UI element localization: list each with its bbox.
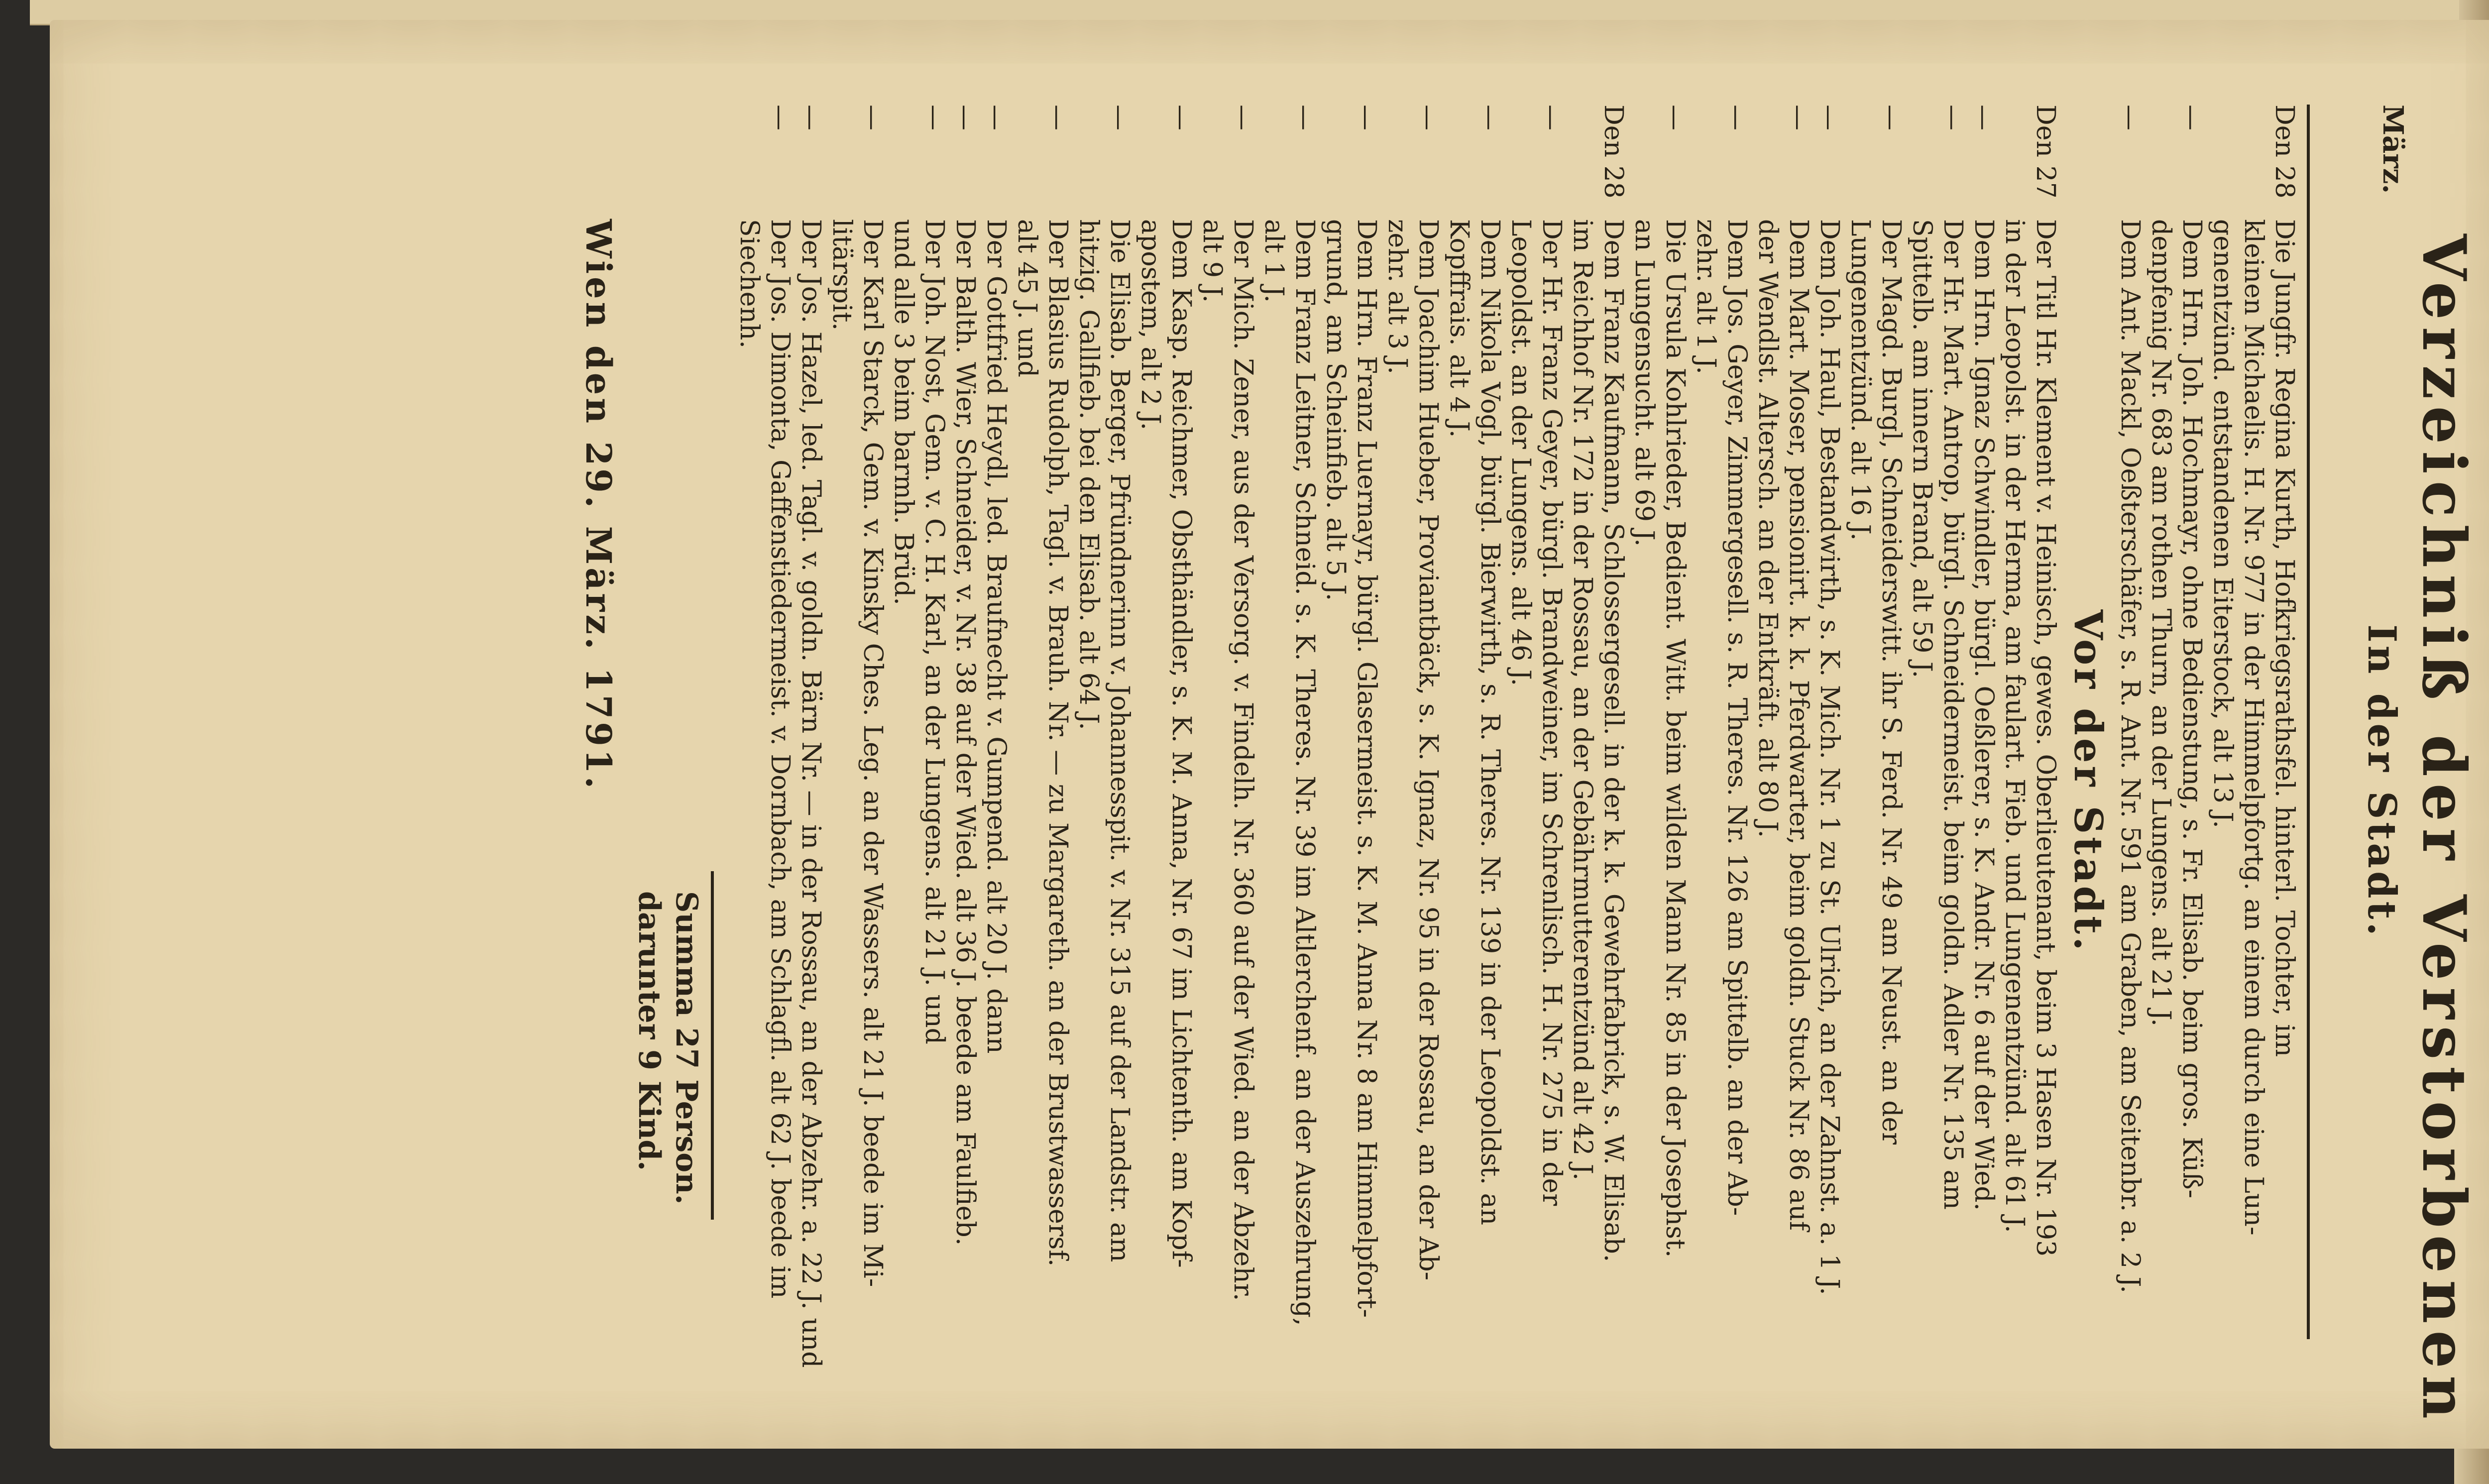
- entry-text: Der Karl Starck, Gem. v. Kinsky Ches. Leg. an der Wassers. alt 21 J. beede im Mi-: [858, 219, 888, 1287]
- entry-date: —: [2115, 105, 2145, 130]
- entry-text: Dem Nikola Vogl, bürgl. Bierwirth, s. R. Theres. Nr. 139 in der Leopoldst. an: [1475, 219, 1505, 1226]
- entry-date: —: [1722, 105, 1752, 130]
- entry-date: —: [1784, 105, 1813, 130]
- entry-text: Der Mich. Zener, aus der Versorg. v. Findelh. Nr. 360 auf der Wied. an der Abzehr.: [1228, 219, 1258, 1301]
- entry-continuation: genentzünd. entstandenen Eiterstock, alt 13 J.: [2208, 219, 2238, 828]
- entry-continuation: Spittelb. am innern Brand, alt 59 J.: [1907, 219, 1937, 679]
- list-item: [795, 105, 826, 1449]
- list-item: [1937, 105, 1968, 1449]
- entry-continuation: grund, am Scheinfieb. alt 5 J.: [1321, 219, 1351, 601]
- list-item: [1968, 105, 1999, 1449]
- summa-rule: [711, 871, 714, 1220]
- entry-date: —: [1043, 105, 1073, 130]
- entry-text: Der Magd. Burgl, Schneiderswitt. ihr S. Ferd. Nr. 49 am Neust. an der: [1876, 219, 1906, 1145]
- list-item: [1413, 105, 1444, 1449]
- entry-date: —: [1413, 105, 1443, 130]
- entry-text: Die Jungfr. Regina Kurth, Hofkriegsrathsfel. hinterl. Tochter, im: [2269, 219, 2299, 1057]
- entry-text: Dem Hrn. Joh. Hochmayr, ohne Bedienstung, s. Fr. Elisab. beim gros. Küß-: [2177, 219, 2207, 1199]
- entry-text: Der Gottfried Heydl, led. Braufnecht v. Gumpend. alt 20 J. dann: [981, 219, 1011, 1054]
- entry-continuation: zehr. alt 1 J.: [1691, 219, 1721, 374]
- entry-text: Der Jos. Dimonta, Gaffenstiedermeist. v. Dornbach, am Schlagfl. alt 62 J. beede im: [765, 219, 795, 1299]
- entry-text: Dem Ant. Mackl, Oeßterschäfer, s. R. Ant. Nr. 591 am Graben, am Seitenbr. a. 2 J.: [2115, 219, 2145, 1293]
- entry-continuation: apostem, alt 2 J.: [1135, 219, 1165, 431]
- section-in-city-heading: In der Stadt.: [2359, 624, 2404, 939]
- entry-text: Dem Franz Kaufmann, Schlossergesell. in der k. k. Gewehrfabrick, s. W. Elisab.: [1598, 219, 1628, 1262]
- entry-text: Dem Hrn. Franz Luernayr, bürgl. Glasermeist. s. K. M. Anna Nr. 8 am Himmelpfort-: [1352, 219, 1381, 1318]
- entry-continuation: Siechenh.: [734, 219, 764, 348]
- entry-text: Die Elisab. Berger, Pfründnerinn v. Johannesspit. v. Nr. 315 auf der Landstr. am: [1105, 219, 1134, 1262]
- list-item: [2269, 105, 2300, 1449]
- list-item: [765, 105, 795, 1449]
- entry-date: —: [1352, 105, 1381, 130]
- entry-date: —: [1938, 105, 1968, 130]
- entry-continuation: Leopoldst. an der Lungens. alt 46 J.: [1506, 219, 1536, 686]
- entry-text: Der Titl Hr. Klement v. Heinisch, gewes. Oberlieutenant, beim 3 Hasen Nr. 193: [2031, 219, 2060, 1257]
- entry-continuation: kleinen Michaelis. H. Nr. 977 in der Himmelpfortg. an einem durch eine Lun-: [2239, 219, 2268, 1236]
- entry-continuation: litärspit.: [827, 219, 857, 331]
- entry-text: Die Ursula Kohlrieder, Bedient. Witt. beim wilden Mann Nr. 85 in der Josephst.: [1660, 219, 1690, 1258]
- list-item: [1814, 105, 1845, 1449]
- entry-date: —: [950, 105, 980, 130]
- list-item: [919, 105, 950, 1449]
- list-item: [1474, 105, 1505, 1449]
- list-item: [2115, 105, 2146, 1449]
- list-item: [1536, 105, 1567, 1449]
- list-item: [1104, 105, 1135, 1449]
- list-item: [1228, 105, 1258, 1449]
- entry-text: Dem Joh. Haul, Bestandwirth, s. K. Mich. Nr. 1 zu St. Ulrich, an der Zahnst. a. 1 J.: [1814, 219, 1844, 1295]
- entry-continuation: Lungenentzünd. alt 16 J.: [1845, 219, 1875, 541]
- list-item: [2176, 105, 2207, 1449]
- entry-date: —: [1166, 105, 1196, 130]
- list-item: [2030, 105, 2061, 1449]
- entry-date: —: [1105, 105, 1134, 130]
- entry-date: Den 27: [2031, 105, 2060, 199]
- entry-continuation: der Wendlst. Altersch. an der Entkräft. alt 80 J.: [1753, 219, 1783, 838]
- list-item: [950, 105, 981, 1449]
- entry-text: Der Balth. Wier, Schneider, v. Nr. 38 auf der Wied. alt 36 J. beede am Faulfieb.: [950, 219, 980, 1246]
- list-item: [1166, 105, 1197, 1449]
- entry-continuation: denpfenig Nr. 683 am rothen Thurn, an der Lungens. alt 21 J.: [2146, 219, 2176, 1027]
- entry-date: —: [765, 105, 795, 130]
- entry-date: Den 28: [2269, 105, 2299, 199]
- entry-continuation: und alle 3 beim barmh. Brüd.: [889, 219, 918, 605]
- entry-date: —: [1290, 105, 1320, 130]
- list-item: [981, 105, 1012, 1449]
- document-title: Verzeichniß der Verstorbenen: [2409, 234, 2479, 1426]
- list-item: [1042, 105, 1073, 1449]
- list-item: [1876, 105, 1907, 1449]
- month-header: März.: [2376, 105, 2409, 194]
- list-item: [857, 105, 888, 1449]
- entry-date: —: [858, 105, 888, 130]
- entry-continuation: Kopffrais. alt 4 J.: [1444, 219, 1474, 438]
- rotated-document: [139, 85, 2479, 1469]
- entry-text: Der Joh. Nost, Gem. v. C. H. Karl, an der Lungens. alt 21 J. und: [919, 219, 949, 1044]
- summa-children: darunter 9 Kind.: [632, 891, 667, 1171]
- entry-date: Den 28: [1598, 105, 1628, 199]
- entry-continuation: alt 45 J. und: [1012, 219, 1042, 377]
- entry-date: —: [796, 105, 826, 130]
- section-outside-city-heading: Vor der Stadt.: [2065, 609, 2111, 954]
- entry-continuation: zehr. alt 3 J.: [1382, 219, 1412, 374]
- entry-continuation: an Lungensucht. alt 69 J.: [1629, 219, 1659, 547]
- entry-text: Dem Kasp. Reichmer, Obsthändler, s. K. M. Anna, Nr. 67 im Lichtenth. am Kopf-: [1166, 219, 1196, 1268]
- list-item: [1351, 105, 1382, 1449]
- entry-text: Dem Joachim Hueber, Proviantbäck, s. K. Ignaz, Nr. 95 in der Rossau, an der Ab-: [1413, 219, 1443, 1281]
- entry-text: Dem Hrn. Ignaz Schwindler, bürgl. Oeßlerer, s. K. Andr. Nr. 6 auf der Wied.: [1969, 219, 1999, 1211]
- list-item: [1721, 105, 1752, 1449]
- entry-date: —: [2177, 105, 2207, 130]
- footer-date: Wien den 29. März. 1791.: [578, 219, 619, 792]
- list-item: [1783, 105, 1814, 1449]
- entry-text: Der Blasius Rudolph, Tagl. v. Brauh. Nr. — zu Margareth. an der Brustwassersf.: [1043, 219, 1073, 1267]
- entry-continuation: alt 9 J.: [1197, 219, 1227, 303]
- entry-date: —: [1537, 105, 1567, 130]
- entry-date: —: [1475, 105, 1505, 130]
- entry-continuation: alt 1 J.: [1259, 219, 1289, 303]
- entry-date: —: [1969, 105, 1999, 130]
- entry-date: —: [1228, 105, 1258, 130]
- entry-date: —: [919, 105, 949, 130]
- entry-date: —: [1876, 105, 1906, 130]
- entry-text: Dem Franz Leitner, Schneid. s. K. Theres. Nr. 39 im Altlerchenf. an der Auszehrung,: [1290, 219, 1320, 1326]
- entry-date: —: [1660, 105, 1690, 130]
- entry-text: Dem Mart. Moser, pensionirt. k. k. Pferdwarter, beim goldn. Stuck Nr. 86 auf: [1784, 219, 1813, 1231]
- entry-continuation: in der Leopolst. in der Herma, am faulart. Fieb. und Lungenentzünd. alt 61 J.: [2000, 219, 2030, 1233]
- entry-continuation: hitzig. Gallfieb. bei den Elisab. alt 64 J.: [1074, 219, 1104, 730]
- summa-total: Summa 27 Person.: [669, 891, 704, 1205]
- entry-text: Dem Jos. Geyer, Zimmergesell. s. R. Theres. Nr. 126 am Spittelb. an der Ab-: [1722, 219, 1752, 1216]
- list-item: [1660, 105, 1691, 1449]
- header-rule: [2307, 105, 2310, 1339]
- entry-text: Der Hr. Mart. Antrop, bürgl. Schneidermeist. beim goldn. Adler Nr. 135 am: [1938, 219, 1968, 1210]
- entry-date: —: [981, 105, 1011, 130]
- entry-text: Der Hr. Franz Geyer, bürgl. Brandweiner, im Schrenlisch. H. Nr. 275 in der: [1537, 219, 1567, 1206]
- list-item: [1598, 105, 1629, 1449]
- entry-continuation: im Reichhof Nr. 172 in der Rossau, an der Gebährmutterentzünd alt 42 J.: [1568, 219, 1597, 1181]
- entry-text: Der Jos. Hazel, led. Tagl. v. goldn. Bärn Nr. — in der Rossau, an der Abzehr. a. 22 J. und: [796, 219, 826, 1368]
- list-item: [1289, 105, 1320, 1449]
- entry-date: —: [1814, 105, 1844, 130]
